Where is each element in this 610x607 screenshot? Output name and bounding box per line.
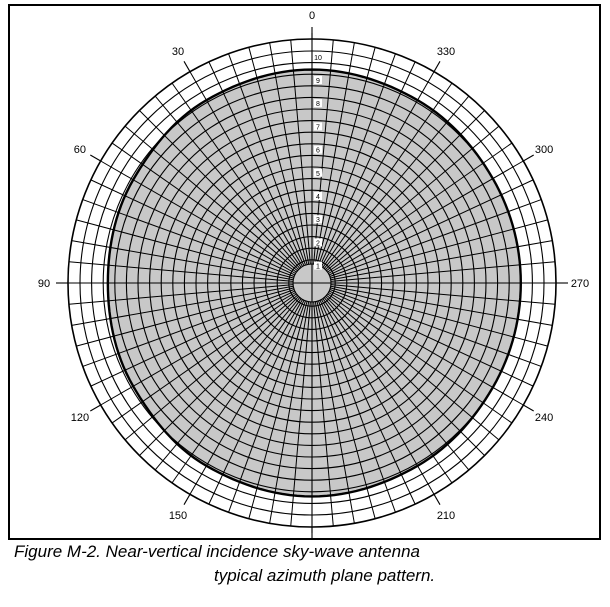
angle-tick-150 xyxy=(184,494,190,504)
angle-label-300: 300 xyxy=(534,144,554,156)
angle-label-90: 90 xyxy=(37,278,51,290)
radial-label-5: 5 xyxy=(316,170,320,178)
angle-tick-240 xyxy=(523,405,533,411)
angle-label-330: 330 xyxy=(436,45,456,58)
radial-label-9: 9 xyxy=(316,78,320,85)
radial-label-3: 3 xyxy=(316,217,320,225)
radial-label-10: 10 xyxy=(314,54,322,62)
angle-tick-120 xyxy=(90,405,100,411)
angle-label-240: 240 xyxy=(534,412,554,424)
radial-label-6: 6 xyxy=(316,147,320,155)
angle-tick-210 xyxy=(434,494,440,504)
angle-tick-60 xyxy=(90,155,100,161)
figure-frame xyxy=(8,4,601,540)
radial-label-1: 1 xyxy=(316,263,320,271)
figure-caption-line-1: Figure M-2. Near-vertical incidence sky-wave antenna xyxy=(14,542,420,561)
angle-label-120: 120 xyxy=(70,412,90,424)
radial-label-7: 7 xyxy=(316,124,320,132)
angle-tick-330 xyxy=(434,61,440,71)
angle-label-30: 30 xyxy=(171,45,185,58)
radial-label-2: 2 xyxy=(316,240,320,248)
polar-chart xyxy=(10,6,599,538)
angle-label-150: 150 xyxy=(168,510,188,523)
angle-label-60: 60 xyxy=(73,144,87,156)
radial-label-8: 8 xyxy=(316,101,320,109)
figure-caption-line-2: typical azimuth plane pattern. xyxy=(214,566,436,585)
radial-label-4: 4 xyxy=(316,194,320,201)
angle-label-270: 270 xyxy=(570,278,590,290)
angle-tick-300 xyxy=(523,155,533,161)
angle-tick-30 xyxy=(184,61,190,71)
angle-label-210: 210 xyxy=(436,510,456,523)
angle-label-0: 0 xyxy=(308,10,316,22)
